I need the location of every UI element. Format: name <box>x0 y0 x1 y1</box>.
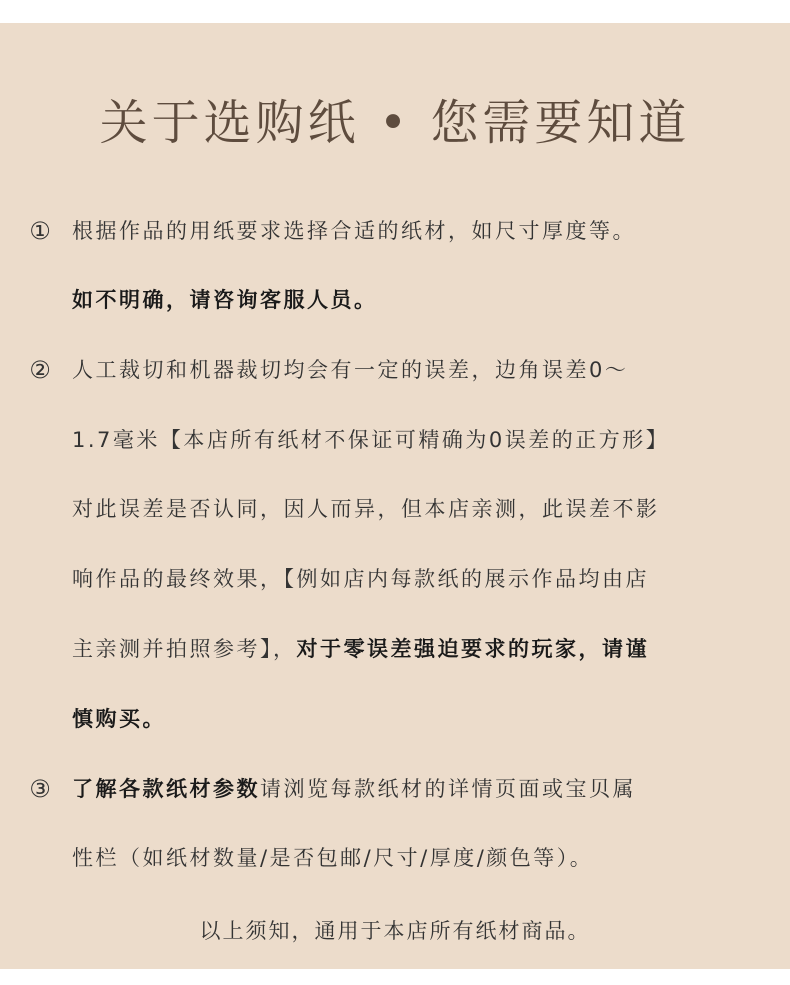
text-run-bold: 慎购买。 <box>72 707 166 731</box>
text-run: 人工裁切和机器裁切均会有一定的误差，边角误差0～ <box>72 358 629 382</box>
text-run-bold: 了解各款纸材参数 <box>72 777 260 801</box>
item-2-line-4 <box>72 561 649 597</box>
item-2-line-5 <box>72 631 649 667</box>
text-run-bold: 对于零误差强迫要求的玩家，请谨 <box>296 637 649 661</box>
notice-panel <box>0 23 790 969</box>
item-1-number-icon: ① <box>29 217 51 245</box>
item-1-line-1 <box>72 213 636 249</box>
text-run-bold: 如不明确，请咨询客服人员。 <box>72 288 378 312</box>
text-run: 请浏览每款纸材的详情页面或宝贝属 <box>260 777 636 801</box>
footer-note: 以上须知，通用于本店所有纸材商品。 <box>199 919 591 943</box>
item-3-number-icon: ③ <box>29 775 51 803</box>
text-run: 1.7毫米【本店所有纸材不保证可精确为0误差的正方形】 <box>72 428 670 452</box>
item-2-number-icon: ② <box>29 356 51 384</box>
item-2-line-2 <box>72 422 669 458</box>
item-3-line-2 <box>72 840 593 876</box>
item-2-line-3 <box>72 491 660 527</box>
item-2-line-6 <box>72 701 166 737</box>
item-3-line-1 <box>72 771 636 807</box>
text-run: 响作品的最终效果，【例如店内每款纸的展示作品均由店 <box>72 567 649 591</box>
item-1-line-2 <box>72 282 378 318</box>
text-run: 根据作品的用纸要求选择合适的纸材，如尺寸厚度等。 <box>72 219 636 243</box>
item-2-line-1 <box>72 352 628 388</box>
text-run: 对此误差是否认同，因人而异，但本店亲测，此误差不影 <box>72 497 660 521</box>
page-title: 关于选购纸 • 您需要知道 <box>99 95 691 151</box>
text-run: 性栏（如纸材数量/是否包邮/尺寸/厚度/颜色等）。 <box>72 846 594 870</box>
text-run: 主亲测并拍照参考】， <box>72 637 297 661</box>
